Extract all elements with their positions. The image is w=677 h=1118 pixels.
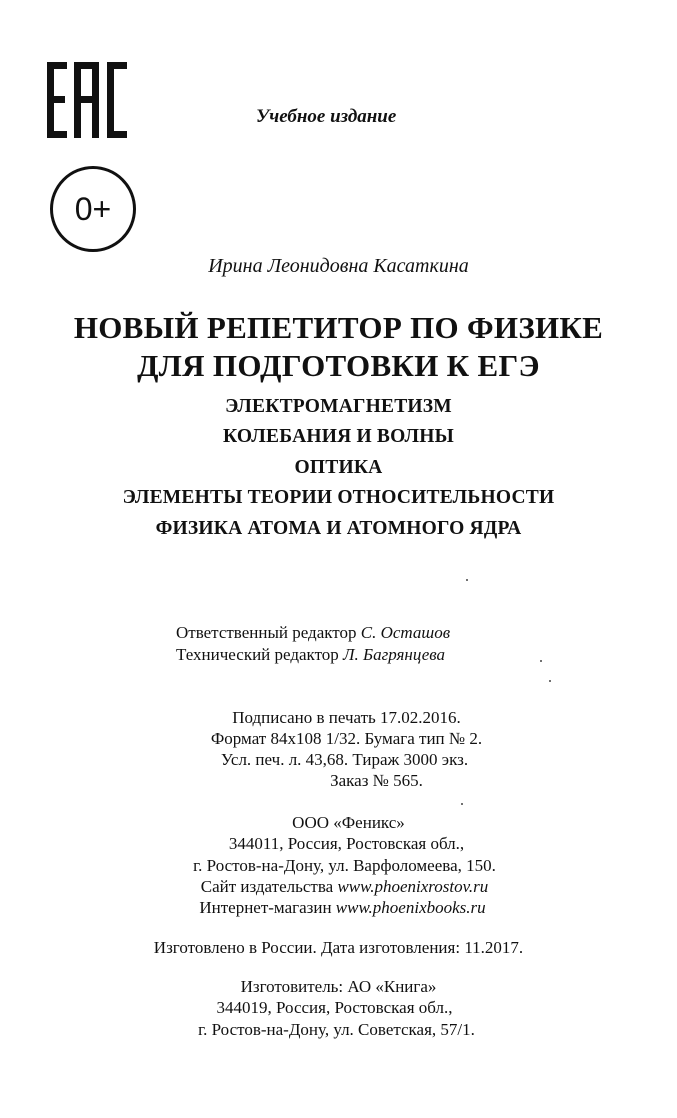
publisher-site-line	[6, 877, 677, 897]
subtitle-topic: ОПТИКА	[294, 457, 383, 478]
manufacturer-name: Изготовитель: АО «Книга»	[240, 977, 437, 996]
imprint-order-number: Заказ № 565.	[330, 771, 423, 790]
publisher-name: ООО «Феникс»	[292, 813, 405, 832]
scan-speck	[461, 803, 463, 805]
scan-speck	[466, 579, 468, 581]
subtitle-topic: ФИЗИКА АТОМА И АТОМНОГО ЯДРА	[155, 518, 522, 539]
series-label: Учебное издание	[256, 106, 397, 127]
publisher-shop-line	[4, 898, 677, 918]
made-in-statement: Изготовлено в России. Дата изготовления: 11.2017.	[153, 938, 524, 957]
imprint-format: Формат 84x108 1/32. Бумага тип № 2.	[210, 729, 483, 748]
publisher-site-label: Сайт издательства	[200, 877, 338, 896]
book-title-line-1: НОВЫЙ РЕПЕТИТОР ПО ФИЗИКЕ	[73, 310, 604, 345]
publisher-address-line: г. Ростов-на-Дону, ул. Варфоломеева, 150.	[193, 856, 496, 875]
credit-role: Ответственный редактор	[176, 623, 361, 642]
imprint-print-run: Усл. печ. л. 43,68. Тираж 3000 экз.	[220, 750, 469, 769]
imprint-signed-date: Подписано в печать 17.02.2016.	[232, 708, 461, 727]
scan-speck	[540, 660, 542, 662]
manufacturer-address-line: г. Ростов-на-Дону, ул. Советская, 57/1.	[198, 1020, 475, 1039]
book-title-line-2: ДЛЯ ПОДГОТОВКИ К ЕГЭ	[137, 348, 540, 383]
credit-person: С. Осташов	[360, 623, 451, 642]
credit-line-chief-editor	[176, 623, 450, 643]
author-name: Ирина Леонидовна Касаткина	[208, 255, 469, 277]
publisher-shop-url: www.phoenixbooks.ru	[335, 898, 486, 917]
scan-speck	[549, 680, 551, 682]
credit-role: Технический редактор	[176, 645, 344, 664]
publisher-site-url: www.phoenixrostov.ru	[337, 877, 489, 896]
age-rating-badge: 0+	[50, 166, 136, 252]
subtitle-topic: КОЛЕБАНИЯ И ВОЛНЫ	[223, 426, 454, 447]
subtitle-topic: ЭЛЕКТРОМАГНЕТИЗМ	[225, 396, 452, 417]
publisher-address-line: 344011, Россия, Ростовская обл.,	[228, 834, 465, 853]
eac-mark-icon	[47, 62, 127, 138]
credit-line-technical-editor	[176, 645, 445, 665]
publisher-shop-label: Интернет-магазин	[199, 898, 336, 917]
manufacturer-address-line: 344019, Россия, Ростовская обл.,	[216, 998, 453, 1017]
credit-person: Л. Багрянцева	[343, 645, 446, 664]
subtitle-topic: ЭЛЕМЕНТЫ ТЕОРИИ ОТНОСИТЕЛЬНОСТИ	[122, 487, 555, 508]
